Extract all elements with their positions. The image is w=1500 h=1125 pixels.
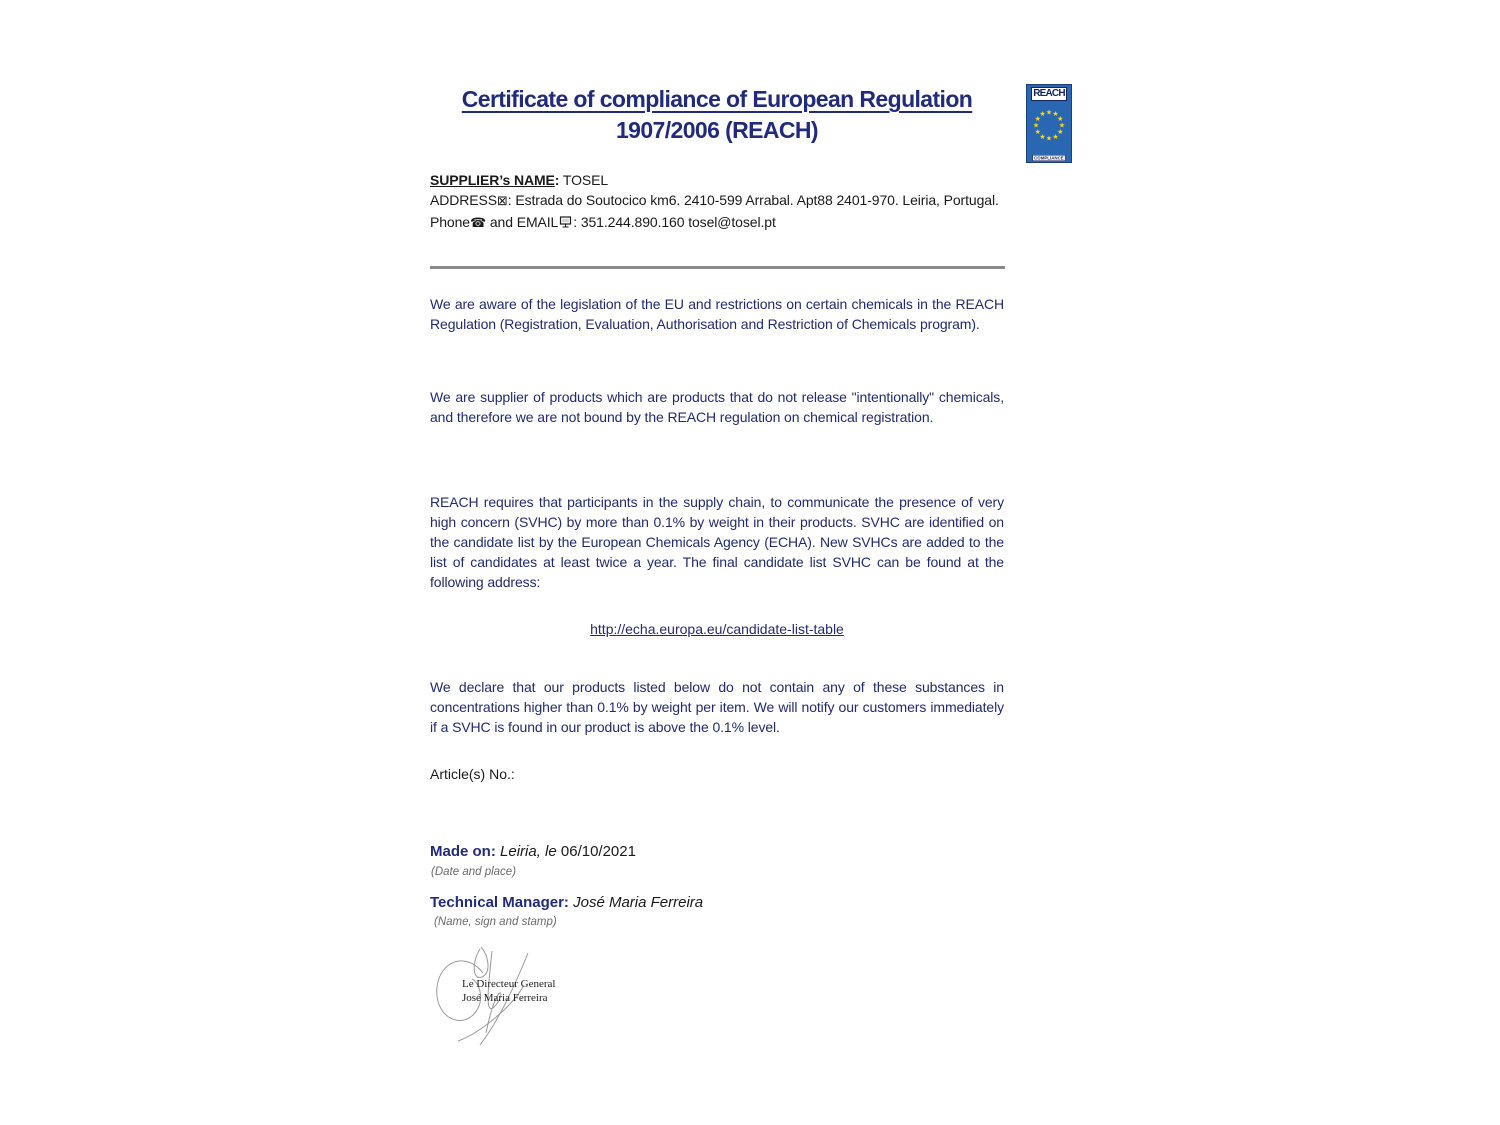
compliance-logo-label: COMPLIANCE	[1034, 155, 1064, 161]
eu-star-icon: ★	[1057, 127, 1064, 136]
eu-star-icon: ★	[1034, 114, 1041, 123]
phone-icon: ☎	[469, 216, 487, 231]
computer-icon	[559, 216, 572, 228]
address-value: : Estrada do Soutocico km6. 2410-599 Arrabal. Apt88 2401-970. Leiria, Portugal.	[507, 192, 999, 208]
certificate-title	[418, 84, 1016, 146]
phone-email-value: : 351.244.890.160 tosel@tosel.pt	[573, 214, 776, 230]
paragraph-eu-awareness: We are aware of the legislation of the EU and restrictions on certain chemicals in the REACH Regulation (Registration, Evaluation, Authorisation and Restriction of Chemicals program).	[430, 296, 1004, 332]
signature-area	[428, 945, 578, 1060]
made-on-line	[430, 843, 636, 860]
technical-manager-label: Technical Manager:	[430, 894, 569, 911]
articles-no-label: Article(s) No.:	[430, 766, 515, 782]
eu-stars-circle-icon	[1027, 101, 1071, 150]
technical-manager-name: José Maria Ferreira	[568, 894, 704, 911]
made-on-label: Made on:	[430, 843, 496, 860]
eu-star-icon: ★	[1058, 121, 1066, 129]
candidate-list-link[interactable]: http://echa.europa.eu/candidate-list-table	[590, 621, 844, 637]
envelope-icon: ⊠	[496, 194, 508, 209]
title-line2: 1907/2006 (REACH)	[615, 117, 818, 143]
supplier-name-value: TOSEL	[559, 172, 609, 188]
paragraph-supplier-statement: We are supplier of products which are products that do not release "intentionally" chemicals, and therefore we are not bound by the REACH regulation on chemical registration.	[430, 389, 1004, 425]
email-label: and EMAIL	[486, 214, 559, 230]
eu-star-icon: ★	[1032, 121, 1040, 129]
eu-star-icon: ★	[1052, 132, 1059, 141]
name-sign-stamp-caption: (Name, sign and stamp)	[434, 916, 557, 928]
technical-manager-line	[430, 894, 703, 911]
made-on-date: 06/10/2021	[556, 843, 636, 860]
paragraph-declaration: We declare that our products listed below do not contain any of these substances in concentrations higher than 0.1% by weight per item. We will notify our customers immediately if a SVHC is found in our product is above the 0.1% level.	[430, 679, 1004, 735]
section-divider	[430, 266, 1005, 269]
supplier-address-line	[430, 190, 1004, 212]
candidate-list-link-line	[430, 621, 1004, 639]
stamp-line1: Le Directeur General	[462, 978, 556, 990]
phone-label: Phone	[430, 214, 470, 230]
reach-logo-label: REACH	[1033, 88, 1065, 99]
eu-star-icon: ★	[1057, 114, 1064, 123]
eu-star-icon: ★	[1052, 109, 1059, 118]
reach-compliance-logo	[1026, 84, 1072, 163]
eu-star-icon: ★	[1039, 109, 1046, 118]
paragraph-reach-requirements: REACH requires that participants in the supply chain, to communicate the presence of very high concern (SVHC) by more than 0.1% by weight in their products. SVHC are identified on the candidate list by the European Chemicals Agency (ECHA). New SVHCs are added to the list of candidates at least twice a year. The final candidate list SVHC can be found at the following address:	[430, 494, 1004, 590]
supplier-name-label: SUPPLIER’s NAME	[430, 172, 555, 188]
made-on-place: Leiria, le	[495, 843, 557, 860]
eu-star-icon: ★	[1039, 132, 1046, 141]
supplier-name-line: SUPPLIER’s NAME: TOSEL	[430, 172, 609, 188]
stamp-line2: José Maria Ferreira	[462, 992, 548, 1004]
eu-star-icon: ★	[1045, 108, 1053, 116]
supplier-contact-line	[430, 212, 1004, 234]
eu-star-icon: ★	[1034, 127, 1041, 136]
address-label: ADDRESS	[430, 192, 497, 208]
stamp-text	[462, 977, 555, 1005]
eu-star-icon: ★	[1045, 134, 1053, 142]
supplier-block	[430, 170, 1004, 234]
date-place-caption: (Date and place)	[431, 866, 517, 878]
title-line1: Certificate of compliance of European Regulation	[461, 86, 973, 112]
